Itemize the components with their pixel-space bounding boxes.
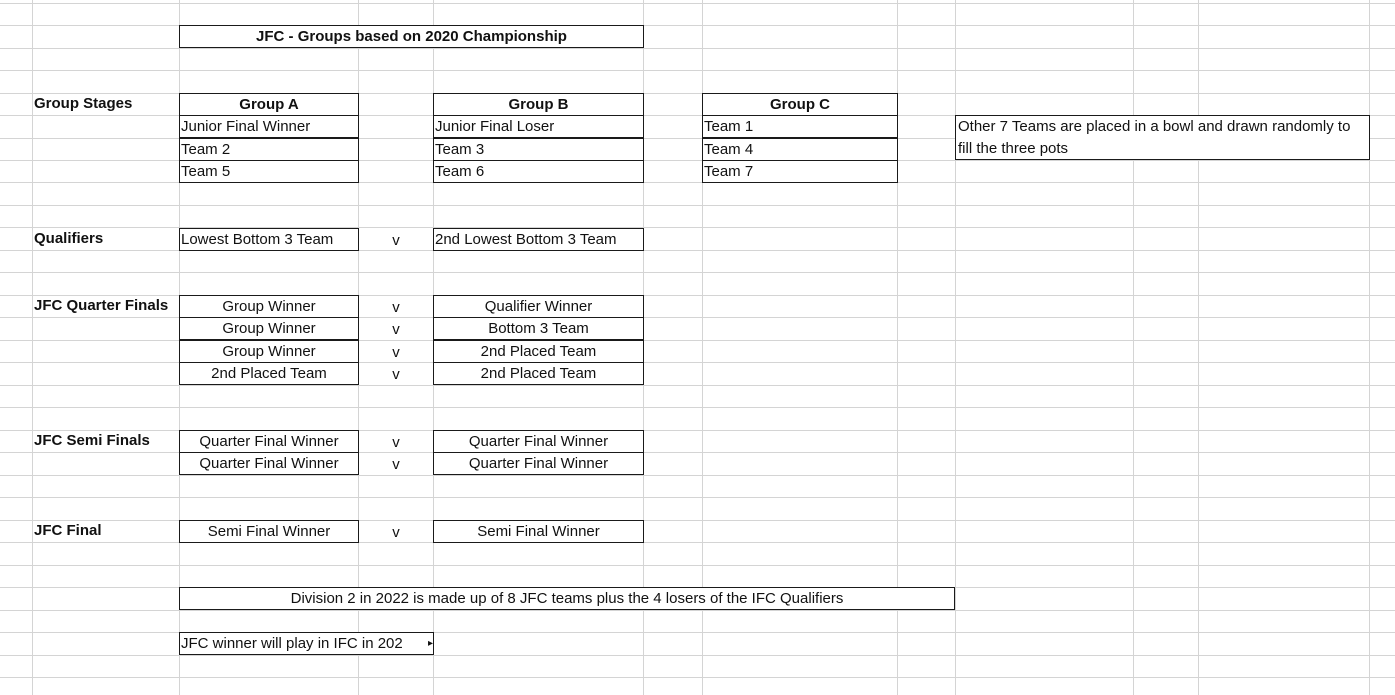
gridline xyxy=(0,48,1395,49)
gridline xyxy=(0,655,1395,656)
draw-note-cell[interactable]: Other 7 Teams are placed in a bowl and drawn randomly to fill the three pots xyxy=(955,115,1370,160)
group-b-team-cell[interactable]: Team 3 xyxy=(433,138,644,161)
semi-final-away-cell[interactable]: Quarter Final Winner xyxy=(433,430,644,453)
group-a-team-cell[interactable]: Junior Final Winner xyxy=(179,115,359,138)
group-b-team-cell[interactable]: Team 6 xyxy=(433,160,644,183)
gridline xyxy=(1369,0,1370,695)
gridline xyxy=(0,677,1395,678)
gridline xyxy=(955,0,956,695)
quarter-final-away-cell[interactable]: 2nd Placed Team xyxy=(433,362,644,385)
versus-label: v xyxy=(392,232,400,249)
group-a-team-cell[interactable]: Team 2 xyxy=(179,138,359,161)
final-away-cell[interactable]: Semi Final Winner xyxy=(433,520,644,543)
group-b-team-cell[interactable]: Junior Final Loser xyxy=(433,115,644,138)
semi-final-home-cell[interactable]: Quarter Final Winner xyxy=(179,452,359,475)
section-label-quarter-finals[interactable]: JFC Quarter Finals xyxy=(34,297,169,314)
page-title[interactable]: JFC - Groups based on 2020 Championship xyxy=(179,25,644,48)
group-c-team-cell[interactable]: Team 4 xyxy=(702,138,898,161)
versus-label: v xyxy=(392,434,400,451)
versus-label: v xyxy=(392,299,400,316)
section-label-qualifiers[interactable]: Qualifiers xyxy=(34,230,104,247)
versus-label: v xyxy=(392,321,400,338)
gridline xyxy=(0,385,1395,386)
gridline xyxy=(0,407,1395,408)
semi-final-home-cell[interactable]: Quarter Final Winner xyxy=(179,430,359,453)
qualifier-home-cell[interactable]: Lowest Bottom 3 Team xyxy=(179,228,359,251)
group-c-header[interactable]: Group C xyxy=(702,93,898,116)
quarter-final-away-cell[interactable]: Bottom 3 Team xyxy=(433,317,644,340)
winner-note-cell[interactable] xyxy=(179,632,434,655)
section-label-final[interactable]: JFC Final xyxy=(34,522,102,539)
division-note-cell[interactable]: Division 2 in 2022 is made up of 8 JFC teams plus the 4 losers of the IFC Qualifiers xyxy=(179,587,955,610)
final-home-cell[interactable]: Semi Final Winner xyxy=(179,520,359,543)
section-label-group-stages[interactable]: Group Stages xyxy=(34,95,133,112)
group-a-header[interactable]: Group A xyxy=(179,93,359,116)
group-b-header[interactable]: Group B xyxy=(433,93,644,116)
qualifier-away-cell[interactable]: 2nd Lowest Bottom 3 Team xyxy=(433,228,644,251)
quarter-final-home-cell[interactable]: 2nd Placed Team xyxy=(179,362,359,385)
group-c-team-cell[interactable]: Team 1 xyxy=(702,115,898,138)
gridline xyxy=(0,475,1395,476)
gridline xyxy=(0,70,1395,71)
overflow-indicator-icon: ▸ xyxy=(427,638,433,649)
gridline xyxy=(0,497,1395,498)
quarter-final-away-cell[interactable]: 2nd Placed Team xyxy=(433,340,644,363)
gridline xyxy=(1133,0,1134,695)
section-label-semi-finals[interactable]: JFC Semi Finals xyxy=(34,432,150,449)
gridline xyxy=(1198,0,1199,695)
group-c-team-cell[interactable]: Team 7 xyxy=(702,160,898,183)
semi-final-away-cell[interactable]: Quarter Final Winner xyxy=(433,452,644,475)
versus-label: v xyxy=(392,524,400,541)
gridline xyxy=(0,565,1395,566)
quarter-final-away-cell[interactable]: Qualifier Winner xyxy=(433,295,644,318)
gridline xyxy=(0,610,1395,611)
quarter-final-home-cell[interactable]: Group Winner xyxy=(179,317,359,340)
versus-label: v xyxy=(392,366,400,383)
versus-label: v xyxy=(392,344,400,361)
gridline xyxy=(0,3,1395,4)
quarter-final-home-cell[interactable]: Group Winner xyxy=(179,340,359,363)
gridline xyxy=(0,205,1395,206)
versus-label: v xyxy=(392,456,400,473)
quarter-final-home-cell[interactable]: Group Winner xyxy=(179,295,359,318)
gridline xyxy=(0,272,1395,273)
group-a-team-cell[interactable]: Team 5 xyxy=(179,160,359,183)
winner-note-text: JFC winner will play in IFC in 202 xyxy=(181,635,403,652)
